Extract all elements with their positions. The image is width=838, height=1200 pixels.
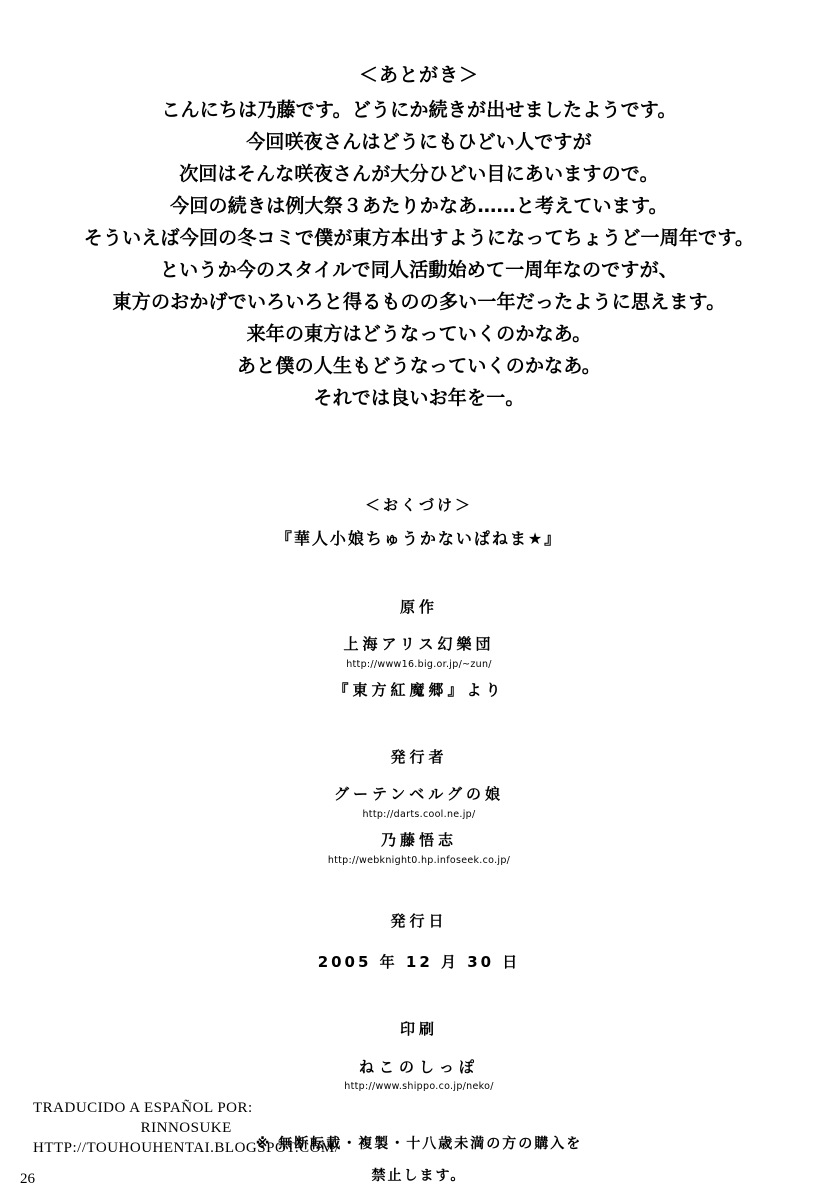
original-label: 原作 [399, 598, 438, 616]
printing-label: 印刷 [399, 1020, 438, 1038]
afterword-line: 東方のおかげでいろいろと得るものの多い一年だったように思えます。 [112, 291, 726, 313]
colophon-section [0, 492, 838, 1192]
translator-credit-line: TRADUCIDO A ESPAÑOL POR: [33, 1100, 253, 1116]
afterword-line: 今回の続きは例大祭３あたりかなあ……と考えています。 [170, 195, 668, 217]
translator-name: RINNOSUKE [140, 1120, 232, 1136]
colophon-publisher [0, 744, 838, 868]
afterword-line: こんにちは乃藤です。どうにか続きが出せましたようです。 [161, 99, 677, 121]
colophon-original-work [0, 594, 838, 704]
colophon-book-title: 『華人小娘ちゅうかないぱねま★』 [275, 529, 563, 548]
afterword-line: 来年の東方はどうなっていくのかなあ。 [246, 323, 592, 345]
translator-url: HTTP://TOUHOUHENTAI.BLOGSPOT.COM/ [33, 1140, 340, 1156]
afterword-line: 次回はそんな咲夜さんが大分ひどい目にあいますので。 [179, 163, 659, 185]
afterword-line: 今回咲夜さんはどうにもひどい人ですが [246, 131, 592, 153]
publisher-circle-url: http://darts.cool.ne.jp/ [362, 809, 476, 820]
translator-credit [33, 1098, 339, 1158]
copyright-notice-line: 禁止します。 [371, 1168, 467, 1184]
publisher-author: 乃藤悟志 [380, 831, 457, 849]
colophon-printing [0, 1016, 838, 1094]
copyright-notice-line: ※ 無断転載・複製・十八歳未満の方の購入を [255, 1136, 583, 1152]
printing-company-url: http://www.shippo.co.jp/neko/ [344, 1081, 494, 1092]
original-circle: 上海アリス幻樂団 [343, 635, 495, 653]
colophon-heading: ＜おくづけ＞ [364, 496, 473, 514]
page-number: 26 [20, 1171, 35, 1187]
publish-date-label: 発行日 [390, 912, 448, 930]
publisher-label: 発行者 [390, 748, 448, 766]
afterword-heading: ＜あとがき＞ [358, 64, 479, 86]
original-work-title: 『東方紅魔郷』より [333, 681, 505, 699]
afterword-line: あと僕の人生もどうなっていくのかなあ。 [236, 355, 602, 377]
colophon-publish-date [0, 908, 838, 976]
original-circle-url: http://www16.big.or.jp/~zun/ [346, 659, 492, 670]
afterword-line: それでは良いお年を一。 [313, 387, 525, 409]
publisher-author-url: http://webknight0.hp.infoseek.co.jp/ [327, 855, 511, 866]
afterword-line: そういえば今回の冬コミで僕が東方本出すようになってちょうど一周年です。 [83, 227, 755, 249]
printing-company: ねこのしっぽ [358, 1058, 479, 1076]
afterword-line: というか今のスタイルで同人活動始めて一周年なのですが、 [159, 259, 679, 281]
publisher-circle: グーテンベルグの娘 [334, 785, 504, 803]
publish-date-value: 2005 年 12 月 30 日 [317, 953, 521, 971]
afterword-section [0, 60, 838, 414]
